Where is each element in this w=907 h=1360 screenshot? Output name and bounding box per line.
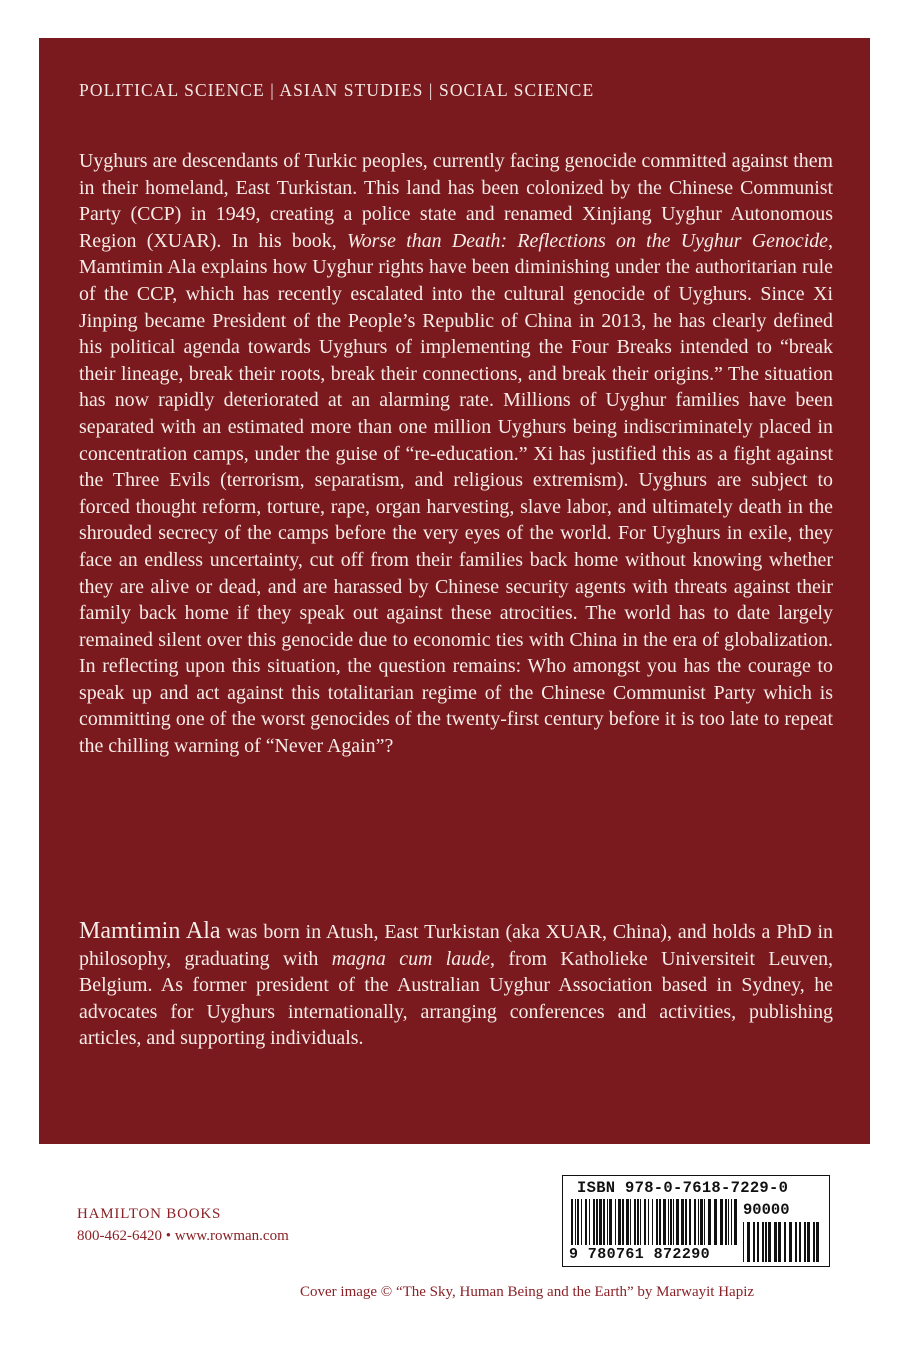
barcode-bar (644, 1199, 646, 1245)
barcode-bar (656, 1199, 658, 1245)
barcode-bar (607, 1199, 608, 1245)
barcode-bar (622, 1199, 624, 1245)
barcode-bar (593, 1199, 595, 1245)
publisher-block (77, 1203, 289, 1247)
barcode-bar (734, 1199, 737, 1245)
author-name: Mamtimin Ala (79, 918, 221, 944)
barcode-bar (714, 1199, 717, 1245)
barcode-bar (618, 1199, 621, 1245)
barcode-bar (816, 1222, 819, 1262)
barcode-bar (700, 1199, 703, 1245)
barcode-bar (795, 1222, 797, 1262)
barcode-bar (728, 1199, 729, 1245)
barcode-bar (789, 1222, 792, 1262)
bio-part-2: , from Katholieke Universiteit Leuven, Belgium. As former president of the Australian Uyghur Association based in Sydney, he advocates for Uyghurs internationally, arranging conferences and activities, publishing articles, and supporting individuals. (79, 947, 833, 1050)
barcode-bar (774, 1222, 777, 1262)
bio-part-1: was born in Atush, East Turkistan (aka XUAR, China), and holds a PhD in philosophy, graduating with (79, 921, 833, 970)
barcode-bar (765, 1222, 767, 1262)
barcode-bar (743, 1222, 744, 1262)
barcode-bar (725, 1199, 727, 1245)
barcode-bar (685, 1199, 687, 1245)
barcode-bar (708, 1199, 711, 1245)
price-code: 90000 (743, 1201, 790, 1219)
barcode-bar (747, 1222, 750, 1262)
barcode-bar (673, 1199, 674, 1245)
barcode-bar (731, 1199, 732, 1245)
barcode-bar (626, 1199, 629, 1245)
barcode-bar (768, 1222, 771, 1262)
barcode-bar (704, 1199, 705, 1245)
book-description (79, 148, 833, 760)
book-title: Worse than Death: Reflections on the Uyghur Genocide (346, 229, 829, 252)
back-cover-panel (39, 38, 870, 1144)
barcode-bar (694, 1199, 696, 1245)
barcode-bar (648, 1199, 649, 1245)
description-part-2: , Mamtimin Ala explains how Uyghur rights have been diminishing under the authoritarian rule of the CCP, which has recently escalated into the cultural genocide of Uyghurs. Since Xi Jinping became President of the People’s Republic of China in 2013, he has clearly defined his political agenda towards Uyghurs of implementing the Four Breaks intended to “break their lineage, break their roots, break their connections, and break their origins.” The situation has now rapidly deteriorated at an alarming rate. Millions of Uyghur families have been separated with an estimated more than one million Uyghurs being indiscriminately placed in concentration camps, under the guise of “re-education.” Xi has justified this as a fight against the Three Evils (terrorism, separatism, and religious extremism). Uyghurs are subject to forced thought reform, torture, rape, organ harvesting, slave labor, and ultimately death in the shrouded secrecy of the camps before the very eyes of the world. For Uyghurs in exile, they face an endless uncertainty, cut off from their families back home without knowing whether they are alive or dead, and are harassed by Chinese security agents with threats against their family back home if they speak out against these atrocities. The world has to date largely remained silent over this genocide due to economic ties with China in the era of globalization. In reflecting upon this situation, the question remains: Who amongst you has the courage to speak up and act against this totalitarian regime of the Chinese Communist Party which is committing one of the worst genocides of the twenty-first century before it is too late to repeat the chilling warning of “Never Again”? (79, 229, 833, 758)
barcode-bar (637, 1199, 639, 1245)
barcode-bar (804, 1222, 806, 1262)
barcode-bar (681, 1199, 684, 1245)
barcode-bar (659, 1199, 661, 1245)
ean-digits: 9 780761 872290 (569, 1246, 711, 1263)
barcode-bar (663, 1199, 666, 1245)
barcode-bar (630, 1199, 631, 1245)
barcode-bar (652, 1199, 653, 1245)
barcode-bar (640, 1199, 641, 1245)
barcode-bar (634, 1199, 636, 1245)
subject-categories: POLITICAL SCIENCE | ASIAN STUDIES | SOCIAL SCIENCE (79, 80, 595, 100)
barcode-bar (807, 1222, 810, 1262)
addon-barcode-bars (743, 1222, 821, 1262)
isbn-barcode (562, 1175, 830, 1267)
barcode-bar (577, 1199, 579, 1245)
barcode-bar (589, 1199, 590, 1245)
barcode-bar (668, 1199, 669, 1245)
barcode-bar (720, 1199, 723, 1245)
barcode-bar (757, 1222, 759, 1262)
barcode-bar (585, 1199, 587, 1245)
barcode-bar (762, 1222, 764, 1262)
barcode-bar (698, 1199, 699, 1245)
author-bio (79, 918, 833, 1052)
barcode-bar (784, 1222, 786, 1262)
barcode-bar (813, 1222, 815, 1262)
description-part-1: Uyghurs are descendants of Turkic peoples, currently facing genocide committed against them in their homeland, East Turkistan. This land has been colonized by the Chinese Communist Party (CCP) in 1949, creating a police state and renamed Xinjiang Uyghur Autonomous Region (XUAR). In his book, (79, 150, 833, 252)
ean-barcode-bars (571, 1199, 737, 1245)
barcode-bar (571, 1199, 573, 1245)
barcode-bar (778, 1222, 781, 1262)
barcode-bar (596, 1199, 598, 1245)
barcode-bar (799, 1222, 801, 1262)
barcode-bar (609, 1199, 612, 1245)
barcode-bar (575, 1199, 576, 1245)
isbn-label: ISBN 978-0-7618-7229-0 (577, 1179, 789, 1197)
publisher-contact: 800-462-6420 • www.rowman.com (77, 1228, 289, 1244)
publisher-name: HAMILTON BOOKS (77, 1206, 222, 1222)
bio-emphasis: magna cum laude (331, 947, 490, 970)
barcode-bar (689, 1199, 691, 1245)
barcode-bar (603, 1199, 605, 1245)
cover-image-credit: Cover image © “The Sky, Human Being and the Earth” by Marwayit Hapiz (300, 1284, 755, 1300)
barcode-bar (615, 1199, 616, 1245)
barcode-bar (599, 1199, 602, 1245)
barcode-bar (670, 1199, 672, 1245)
barcode-bar (753, 1222, 755, 1262)
barcode-bar (676, 1199, 679, 1245)
barcode-bar (581, 1199, 582, 1245)
